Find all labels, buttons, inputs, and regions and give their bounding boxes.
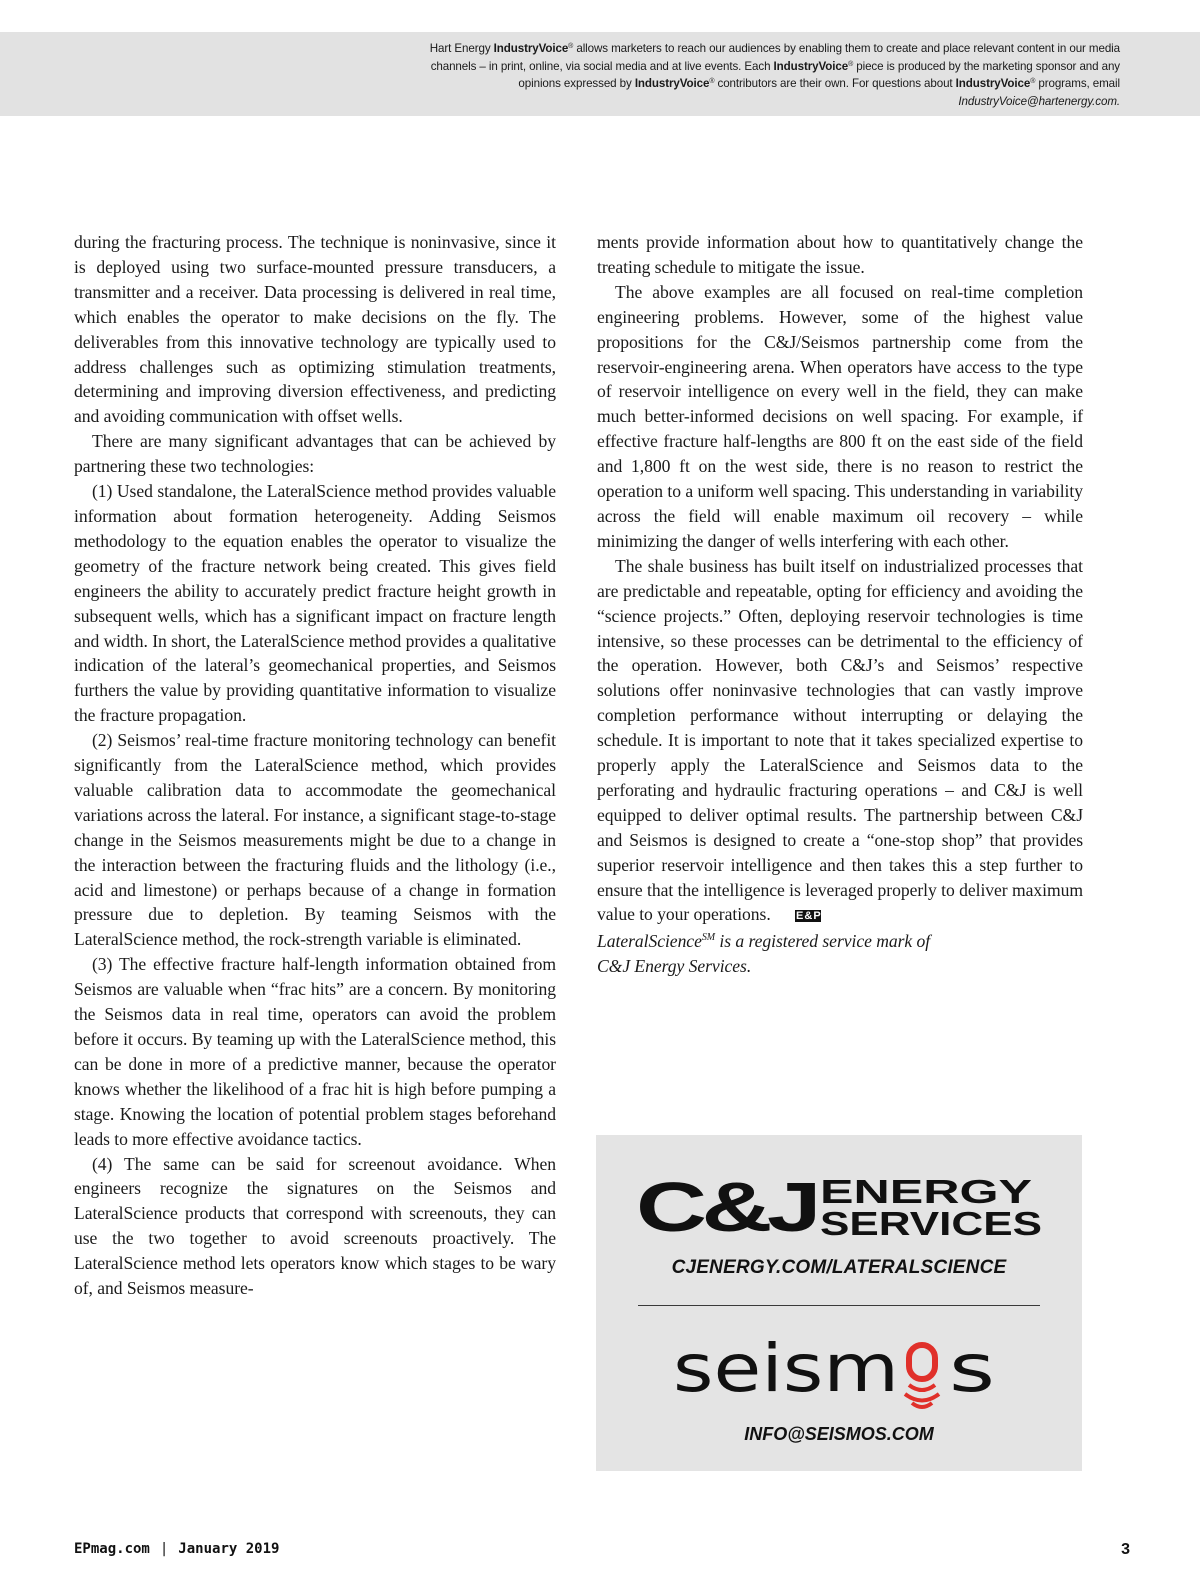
seismos-logo-text-b: s xyxy=(949,1331,995,1407)
seismos-sensor-o-icon xyxy=(905,1345,939,1407)
article-paragraph: (4) The same can be said for screenout avoidance. When engineers recognize the signatures on the Seismos and LateralScience products that correspond with screenouts, they can use the two together to avoid screenouts proactively. The LateralScience method lets operators know which stages to be wary of, and Seismos measure- xyxy=(74,1153,556,1299)
cj-energy-logo[interactable] xyxy=(636,1175,1046,1237)
banner-text-4: contributors are their own. For questions about xyxy=(714,77,956,90)
ad-divider xyxy=(638,1305,1040,1306)
end-mark-e: E xyxy=(796,910,803,923)
footnote-line2: C&J Energy Services. xyxy=(597,956,752,977)
article-paragraph: (3) The effective fracture half-length information obtained from Seismos are valuable when “frac hits” are a concern. By monitoring the Seismos data in real time, operators can avoid the problem before it occurs. By teaming up with the LateralScience method, this can be done in more of a predictive manner, because the operator knows whether the likelihood of a frac hit is high before pumping a stage. Knowing the location of potential problem stages beforehand leads to more effective avoidance tactics. xyxy=(74,954,556,1149)
article-paragraph-final xyxy=(597,554,1083,930)
brand-industryvoice: IndustryVoice xyxy=(773,59,849,73)
footer-issue: January 2019 xyxy=(178,1541,280,1557)
cj-logo-mark: C&J xyxy=(636,1175,817,1237)
brand-industryvoice: IndustryVoice xyxy=(955,77,1031,90)
brand-industryvoice: IndustryVoice xyxy=(634,77,710,90)
registered-mark: ® xyxy=(848,60,854,68)
end-mark-amp: & xyxy=(804,910,812,923)
article-paragraph: The above examples are all focused on real-time completion engineering problems. However, some of the highest value propositions for the C&J/Seismos partnership come from the reservoir-engineering arena. When operators have access to the type of reservoir intelligence on every well in the field, they can make much better-informed decisions on well spacing. For example, if effective fracture half-lengths are 800 ft on the east side of the field and 1,800 ft on the west side, there is no reason to restrict the operation to a uniform well spacing. This understanding in variability across the field will enable maximum oil recovery – while minimizing the danger of wells interfering with each other. xyxy=(597,281,1083,551)
footnote-term: LateralScience xyxy=(597,931,702,952)
cj-logo-energy: ENERGY xyxy=(820,1175,1032,1210)
cj-logo-services: SERVICES xyxy=(820,1205,1042,1237)
ep-end-mark-icon xyxy=(777,904,821,929)
footnote-line1: is a registered service mark of xyxy=(715,931,931,952)
article-paragraph: (2) Seismos’ real-time fracture monitoring technology can benefit significantly from the LateralScience method, which provides valuable calibration data to accommodate the geomechanical variations across the lateral. For instance, a significant stage-to-stage change in the Seismos measurements might be due to a change in the interaction between the fracturing fluids and the lithology (i.e., acid and limestone) or perhaps because of a change in formation pressure due to depletion. By teaming Seismos with the LateralScience method, the rock-strength variable is eliminated. xyxy=(74,730,556,950)
article-paragraph: (1) Used standalone, the LateralScience method provides valuable information about formation heterogeneity. Adding Seismos methodology to the equation enables the operator to visualize the geometry of the fracture network being created. This gives field engineers the ability to accurately predict fracture height growth in subsequent wells, which has a significant impact on fracture length and width. In short, the LateralScience method provides a qualitative indication of the lateral’s geomechanical properties, and Seismos furthers the value by providing quantitative information to visualize the fracture propagation. xyxy=(74,481,556,726)
industryvoice-banner xyxy=(0,32,1200,116)
cj-energy-url[interactable]: CJENERGY.COM/LATERALSCIENCE xyxy=(671,1257,1007,1278)
final-paragraph-text: The shale business has built itself on industrialized processes that are predictable and repeatable, opting for efficiency and avoiding the “science projects.” Often, deploying reservoir technologies is time intensive, so these processes can be detrimental to the efficiency of the operation. However, both C&J’s and Seismos’ respective solutions offer noninvasive technologies that can vastly improve completion performance without interrupting or delaying the schedule. It is important to note that it takes specialized expertise to properly apply the LateralScience and Seismos data to the perforating and hydraulic fracturing operations – and C&J is well equipped to deliver optimal results. The partnership between C&J and Seismos is designed to create a “one-stop shop” that provides superior reservoir intelligence and then takes this a step further to ensure that the intelligence is leveraged properly to deliver maximum value to your operations. xyxy=(597,555,1083,925)
article-column-left xyxy=(74,230,556,1301)
service-mark-sup: SM xyxy=(701,932,716,944)
seismos-logo[interactable] xyxy=(669,1331,1009,1423)
banner-text-3: piece is produced by the marketing sponsor and any opinions expressed by xyxy=(518,59,1120,90)
footer-site[interactable]: EPmag.com xyxy=(74,1541,150,1557)
registered-mark: ® xyxy=(709,78,715,85)
article-paragraph: There are many significant advantages that can be achieved by partnering these two technologies: xyxy=(74,431,556,477)
registered-mark: ® xyxy=(568,43,574,50)
service-mark-footnote xyxy=(597,929,1083,979)
article-paragraph: ments provide information about how to quantitatively change the treating schedule to mitigate the issue. xyxy=(597,232,1083,277)
registered-mark: ® xyxy=(1030,78,1036,85)
industryvoice-disclaimer xyxy=(400,40,1120,110)
banner-text-5: programs, email xyxy=(1035,77,1120,90)
article-paragraph: during the fracturing process. The technique is noninvasive, since it is deployed using two surface-mounted pressure transducers, a transmitter and a receiver. Data processing is delivered in real time, which enables the operator to make decisions on the fly. The deliverables from this innovative technology are typically used to address challenges such as optimizing stimulation treatments, determining and improving diversion effectiveness, and predicting and avoiding communication with offset wells. xyxy=(74,232,556,427)
banner-text-2: allows marketers to reach our audiences by enabling them to create and place relevant content in our media channels – in print, online, via social media and at live events. Each xyxy=(430,42,1120,73)
seismos-email[interactable]: INFO@SEISMOS.COM xyxy=(744,1424,934,1444)
industryvoice-email-link[interactable]: IndustryVoice@hartenergy.com. xyxy=(958,94,1120,108)
end-mark-p: P xyxy=(813,910,820,923)
sponsor-ad-box[interactable] xyxy=(596,1135,1082,1471)
brand-industryvoice: IndustryVoice xyxy=(493,42,569,55)
article-column-right xyxy=(597,230,1083,979)
footer-separator: | xyxy=(159,1541,169,1557)
footer-folio xyxy=(74,1541,279,1557)
banner-text-1: Hart Energy xyxy=(429,42,494,55)
seismos-logo-text-a: seism xyxy=(673,1331,899,1407)
page-number: 3 xyxy=(1121,1541,1130,1558)
